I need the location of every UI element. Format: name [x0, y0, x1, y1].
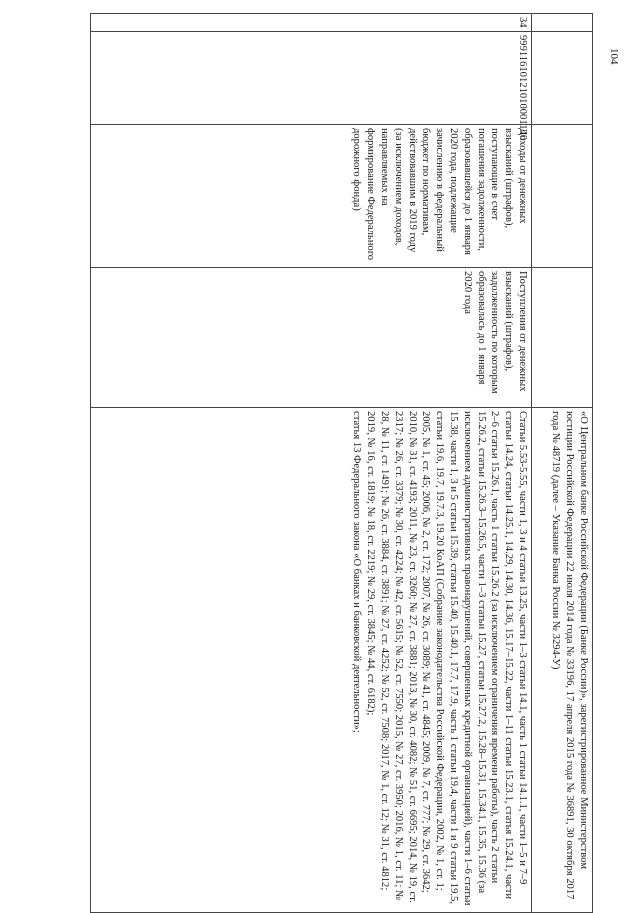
revenue-name-cell: Доходы от денежных взысканий (штрафов), поступающие в счет погашения задолженности, образовавшейся до 1 января 2020 года, подлежащие зачислению в федеральный бюджет по нормативам, действовавшим в 2019 году (за исключением доходов, направляемых на формирование Федерального дорожного фонда) [91, 125, 532, 268]
legal-basis-cell-continued [532, 408, 593, 913]
table-row-continued [532, 14, 593, 913]
empty-cell [532, 268, 593, 408]
rotated-table-page [45, 13, 593, 913]
legal-basis-text: Статьи 5.53-5.55, части 1, 3 и 4 статьи 13.25, части 1–3 статьи 14.1, часть 1 статьи 14.1.1, части 1–5 и 7–9 статьи 14.24, статьи 14.25.1, 14.29, 14.30, 14.36, 15.17–15.22, части 1–11 статьи 15.23.1, статья 15.24.1, части 2–6 статьи 15.26.1, часть 1 статьи 15.26.2 (за исключением ограничения времени работы), часть 2 статьи 15.26.2, статьи 15.26.3–15.26.5, части 1–3 статьи 15.27, статьи 15.27.2, 15.28–15.31, 15.34.1, 15.35, 15.36 (за исключением административных правонарушений, совершенных кредитной организацией), части 1–6 статьи 15.38, части 1, 3 и 5 статьи 15.39, статьи 15.40, 15.40.1, 17.7, 17.9, часть 1 статьи 19.4, части 1 и 9 статьи 19.5, статьи 19.6, 19.7, 19.7.3, 19.20 КоАП (Собрание законодательства Российской Федерации, 2002, № 1, ст. 1; 2005, № 1, ст. 45; 2006, № 2, ст. 172; 2007, № 26, ст. 3089; № 41, ст. 4845; 2009, № 7, ст. 777; № 29, ст. 3642; 2010, № 31, ст. 4193; 2011, № 23, ст. 3260; № 27, ст. 3881; 2013, № 30, ст. 4082; № 51, ст. 6695; 2014, № 19, ст. 2317; № 26, ст. 3379; № 30, ст. 4224; № 42, ст. 5615; № 52, ст. 7550; 2015, № 27, ст. 3950; 2016, № 1, ст. 11; № 28, № 11, ст. 1491; № 26, ст. 3884, ст. 3891; № 27, ст. 4252; № 52, ст. 7508; 2017, № 1, ст. 12; № 31, ст. 4812; 2019, № 16, ст. 1819; № 18, ст. 2219; № 29, ст. 3845; № 44, ст. 6182); [365, 411, 528, 906]
budget-code-cell: 99911610121010001140 [91, 32, 532, 125]
legal-basis-cell [91, 408, 532, 913]
empty-cell [532, 14, 593, 32]
row-number-cell: 34 [91, 14, 532, 32]
legal-basis-text: «О Центральном банке Российской Федерации (Банке России)», зарегистрированное Министерством юстиции Российской Федерации 22 июля 2014 года № 33196, 17 апреля 2015 года № 36891, 30 октября 2017 года № 48719 (далее – Указание Банка России № 3294-У) [550, 411, 589, 900]
page-number: 104 [608, 48, 620, 65]
empty-cell [532, 125, 593, 268]
empty-cell [532, 32, 593, 125]
legal-basis-text: статья 13 Федерального закона «О банках и банковской деятельности»; [351, 411, 363, 733]
revenue-source-cell: Поступления от денежных взысканий (штрафов), задолженность по которым образовалась до 1 января 2020 года [91, 268, 532, 408]
revenue-classification-table [90, 13, 593, 913]
table-row [91, 14, 532, 913]
